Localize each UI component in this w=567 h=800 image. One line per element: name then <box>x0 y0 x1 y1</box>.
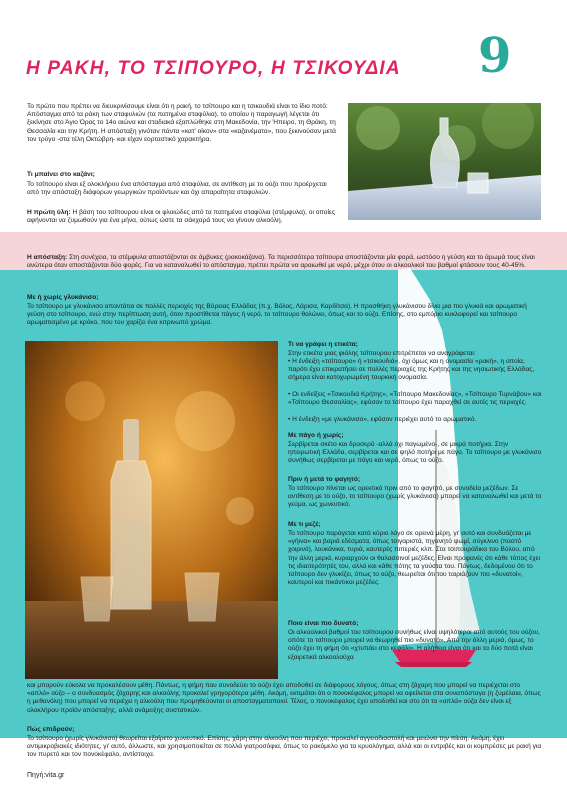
page-number: 9 <box>478 28 512 84</box>
heading-meze: Με τι μεζέ; <box>288 521 321 528</box>
section-heading <box>288 521 542 529</box>
section-heading <box>27 294 542 302</box>
bullet-item: • Οι ενδείξεις «Τσικουδιά Κρήτης», «Τσίπουρο Μακεδονίας», «Τσίπουρο Τυρνάβου» και «Τσίπουρο Θεσσαλίας», εφόσον το τσίπουρο έχει παραχθεί σε αυτές τις περιοχές. <box>288 391 542 407</box>
paragraph-epidraseis: Το τσίπουρο (χωρίς γλυκάνισο) θεωρείται εξαίρετο χωνευτικό. Επίσης, χάρη στην αλκοόλη που περιέχει, προκαλεί αγγειοδιαστολή και μειώνει την πίεση. Ακόμη, έχει αντιμικροβιακές ιδιότητες, γι' αυτό, άλλωστε, και χρησιμοποιείται σε πολλά γιατροσόφια, όπως το ρακόμελο για τα κρυολόγημα, αλλά και οι εντριβές και οι κομπρέσες με ρακή για τον πυρετό και τον πονοκέφαλο, αντίστοιχα. <box>27 735 542 759</box>
section-heading <box>288 476 542 484</box>
bullet-item: • Η ένδειξη «με γλυκάνισο», εφόσον περιέχει αυτό το αρωματικό. <box>288 416 477 423</box>
paragraph-yli <box>27 209 340 225</box>
source-credit: Πηγή:vita.gr <box>27 772 65 779</box>
paragraph-glykanisos: Το τσίπουρο με γλυκάνισο απαντάται σε πολλές περιοχές της Βόρειας Ελλάδας (π.χ. Βόλος, Λάρισα, Καρδίτσα). Η προσθήκη γλυκάνισου δίνει μια πιο γλυκιά και αρωματική γεύση στο τσίπουρο, ενώ στην περίπτωση αυτή, όταν προστίθεται πάγος ή νερό, το τσίπουρο θολώνει, όπως και το ούζο. Επίσης, στο εμπόριο κυκλοφορεί και τσίπουρο αρωματισμένο με κρόκο, που του χαρίζει ένα κιτρινωπό χρώμα. <box>27 303 527 327</box>
paragraph-apostaxi <box>27 254 542 270</box>
heading-epidraseis: Πώς επιδρούν; <box>27 726 75 733</box>
intro-paragraph: Το πρώτο που πρέπει να διευκρινίσουμε είναι ότι η ρακή, το τσίπουρο και η τσικουδιά είναι το ίδιο ποτό: Απόσταγμα από τα ράκη των σταφυλιών (τα πατημένα σταφύλια), το οποίου η παραγωγή λέγεται ότι ξεκίνησε στο Άγιο Όρος το 14ο αιώνα και σταδιακά εξαπλώθηκε στη Μακεδονία, την Ήπειρο, τη Θράκη, τη Θεσσαλία και την Κρήτη. Η απόσταξη γινόταν πάντα «κατ' οίκον» στα «καζανέματα», που ξεκινούσαν μετά τον τρύγο -στα τέλη Οκτώβρη- και είχαν εορταστικό χαρακτήρα. <box>27 103 336 143</box>
paragraph-etiketa: Στην ετικέτα μιας φιάλης τσίπουρου επιτρέπεται να αναγράφεται: <box>288 350 476 357</box>
heading-etiketa: Τι να γράφει η ετικέτα; <box>288 341 358 348</box>
tsipouro-bottle-photo <box>25 341 278 679</box>
section-heading <box>27 726 542 734</box>
heading-pagos: Με πάγο ή χωρίς; <box>288 432 344 439</box>
paragraph-pagos: Σερβίρεται σκέτο και δροσερό -αλλά όχι παγωμένο-, σε μικρά ποτήρια. Στην ηπειρωτική Ελλάδα, σερβίρεται και σε ψηλό ποτήρι με πάγο. Το τσίπουρο με γλυκάνισο συνήθως σερβίρεται με πάγο και νερό, όπως το ούζο. <box>288 441 542 465</box>
bullet-item: • Η ένδειξη «τσίπουρο» ή «τσικουδιά», όχι όμως και η ονομασία «ρακή», η οποία, παρότι έχει επικρατήσει σε πολλές περιοχές της Κρήτης και της νησιωτικής Ελλάδας, σήμερα είναι κατοχυρωμένη τουρκική ονομασία. <box>288 358 535 382</box>
paragraph-meze: Το τσίπουρο παράγεται κατά κύριο λόγο σε ορεινά μέρη, γι' αυτό και συνδυάζεται με «γήινα» και βαριά εδέσματα, όπως τσιγαριστά, τηγανητό ψωμί, σύγκλινο (παστό χοιρινό), λουκάνικα, τυριά, καυτερές πιπεριές κλπ. Στα τσιπουράδικα του Βόλου, από την άλλη μεριά, κυριαρχούν οι θαλασσινοί μεζέδες. Είναι προφανές ότι κάθε τόπος έχει τις ιδιαιτερότητές του, αλλά και κάθε πότης τα γούστα του. Πάντως, δεδομένου ότι το τσίπουρο δεν γλυκίζει, όπως το ούζο, θεωρείται ότι του ταιριάζουν πιο «δυνατοί», καυτεροί και πικάντικοι μεζέδες. <box>288 530 541 587</box>
paragraph-fagito: Το τσίπουρο πίνεται ως ορεκτικό πριν από το φαγητό, με συνοδεία μεζέδων. Σε αντίθεση με το ούζο, το τσίπουρο (χωρίς γλυκάνισο) μπορεί να καταναλωθεί και μετά το γεύμα, ως χωνευτικό. <box>288 485 542 509</box>
heading-glykanisos: Με ή χωρίς γλυκάνισο; <box>27 294 99 301</box>
heading-dynato: Ποιο είναι πιο δυνατό; <box>288 620 359 627</box>
heading-fagito: Πριν ή μετά το φαγητό; <box>288 476 361 483</box>
text-yli: Η βάση του τσίπουρου είναι οι φλοιώδες από τα πατημένα σταφύλια (στέμφυλα), οι οποίες αφήνονται να ζυμωθούν για ένα μήνα, ούτως ώστε τα σάκχαρά τους να γίνουν αλκοόλη. <box>27 209 336 225</box>
tsipouro-carafe-photo <box>348 103 541 220</box>
paragraph-kazani: Το τσίπουρο είναι εξ ολοκλήρου ένα απόσταγμα από σταφύλια, σε αντίθεση με το ούζο που προέρχεται από την απόσταξη διάφορων γεωργικών προϊόντων και όχι απαραίτητα σταφυλιών. <box>27 181 327 197</box>
heading-apostaxi: Η απόσταξη: <box>27 254 68 261</box>
heading-kazani: Τι μπαίνει στο καζάνι; <box>27 171 95 178</box>
text-apostaxi: Στη συνέχεια, τα στέμφυλα αποστάζονται σε άμβυκες (ρακοκάζανα). Τα περισσότερα τσίπουρα αποστάζονται μία φορά, ωστόσο η γεύση και το άρωμά τους είναι ανώτερα όταν αποστάζονται δύο φορές. Για να καταναλωθεί το απόσταγμα, πρέπει πρώτα να αραιωθεί με νερό, μέχρι ότου οι αλκοολικοί του βαθμοί φτάσουν τους 40-45%. <box>27 254 535 270</box>
heading-yli: Η πρώτη ύλη: <box>27 209 71 216</box>
paragraph-dynato: Οι αλκοολικοί βαθμοί του τσίπουρου συνήθως είναι υψηλότεροι από αυτούς του ούζου, οπότε το τσίπουρο μπορεί να θεωρηθεί πιο «δυνατό». Από την άλλη μεριά, όμως, το ούζο έχει τη φήμη ότι «χτυπάει στο κεφάλι». Η αλήθεια είναι ότι και τα δύο ποτά είναι εξαιρετικά αλκοολούχα <box>288 629 540 661</box>
paragraph-continuation: και μπορούν εύκολα να προκαλέσουν μέθη. Πάντως, η φήμη που συνοδεύει το ούζο έχει αποδοθεί σε διάφορους λόγους, όπως στη ζάχαρη που μπορεί να περιέχεται στο «απλό» ούζο – ο συνδυασμός ζάχαρης και αλκοόλης προκαλεί γρηγορότερα μέθη. Ακόμη, εκτιμάται ότι ο πονοκέφαλος μπορεί να οφείλεται στα συναπόσταγα (η ζυμέλαια, όπως η μεθανόλη) που μπορεί να περιέχει η αλκοόλη που προμηθεύονται οι αποσταγματοποιοί. Τέλος, ο πονοκέφαλος έχει αποδοθεί και στο ότι τα «απλά» ούζα δεν είναι εξ ολοκλήρου προϊόν απόσταξης, αλλά ανάμειξης συστατικών. <box>27 682 541 714</box>
article-title: Η ΡΑΚΗ, ΤΟ ΤΣΙΠΟΥΡΟ, Η ΤΣΙΚΟΥΔΙΑ <box>26 58 401 79</box>
section-heading <box>27 171 340 179</box>
section-heading <box>288 432 542 440</box>
section-heading <box>288 620 542 628</box>
section-heading <box>288 341 542 349</box>
